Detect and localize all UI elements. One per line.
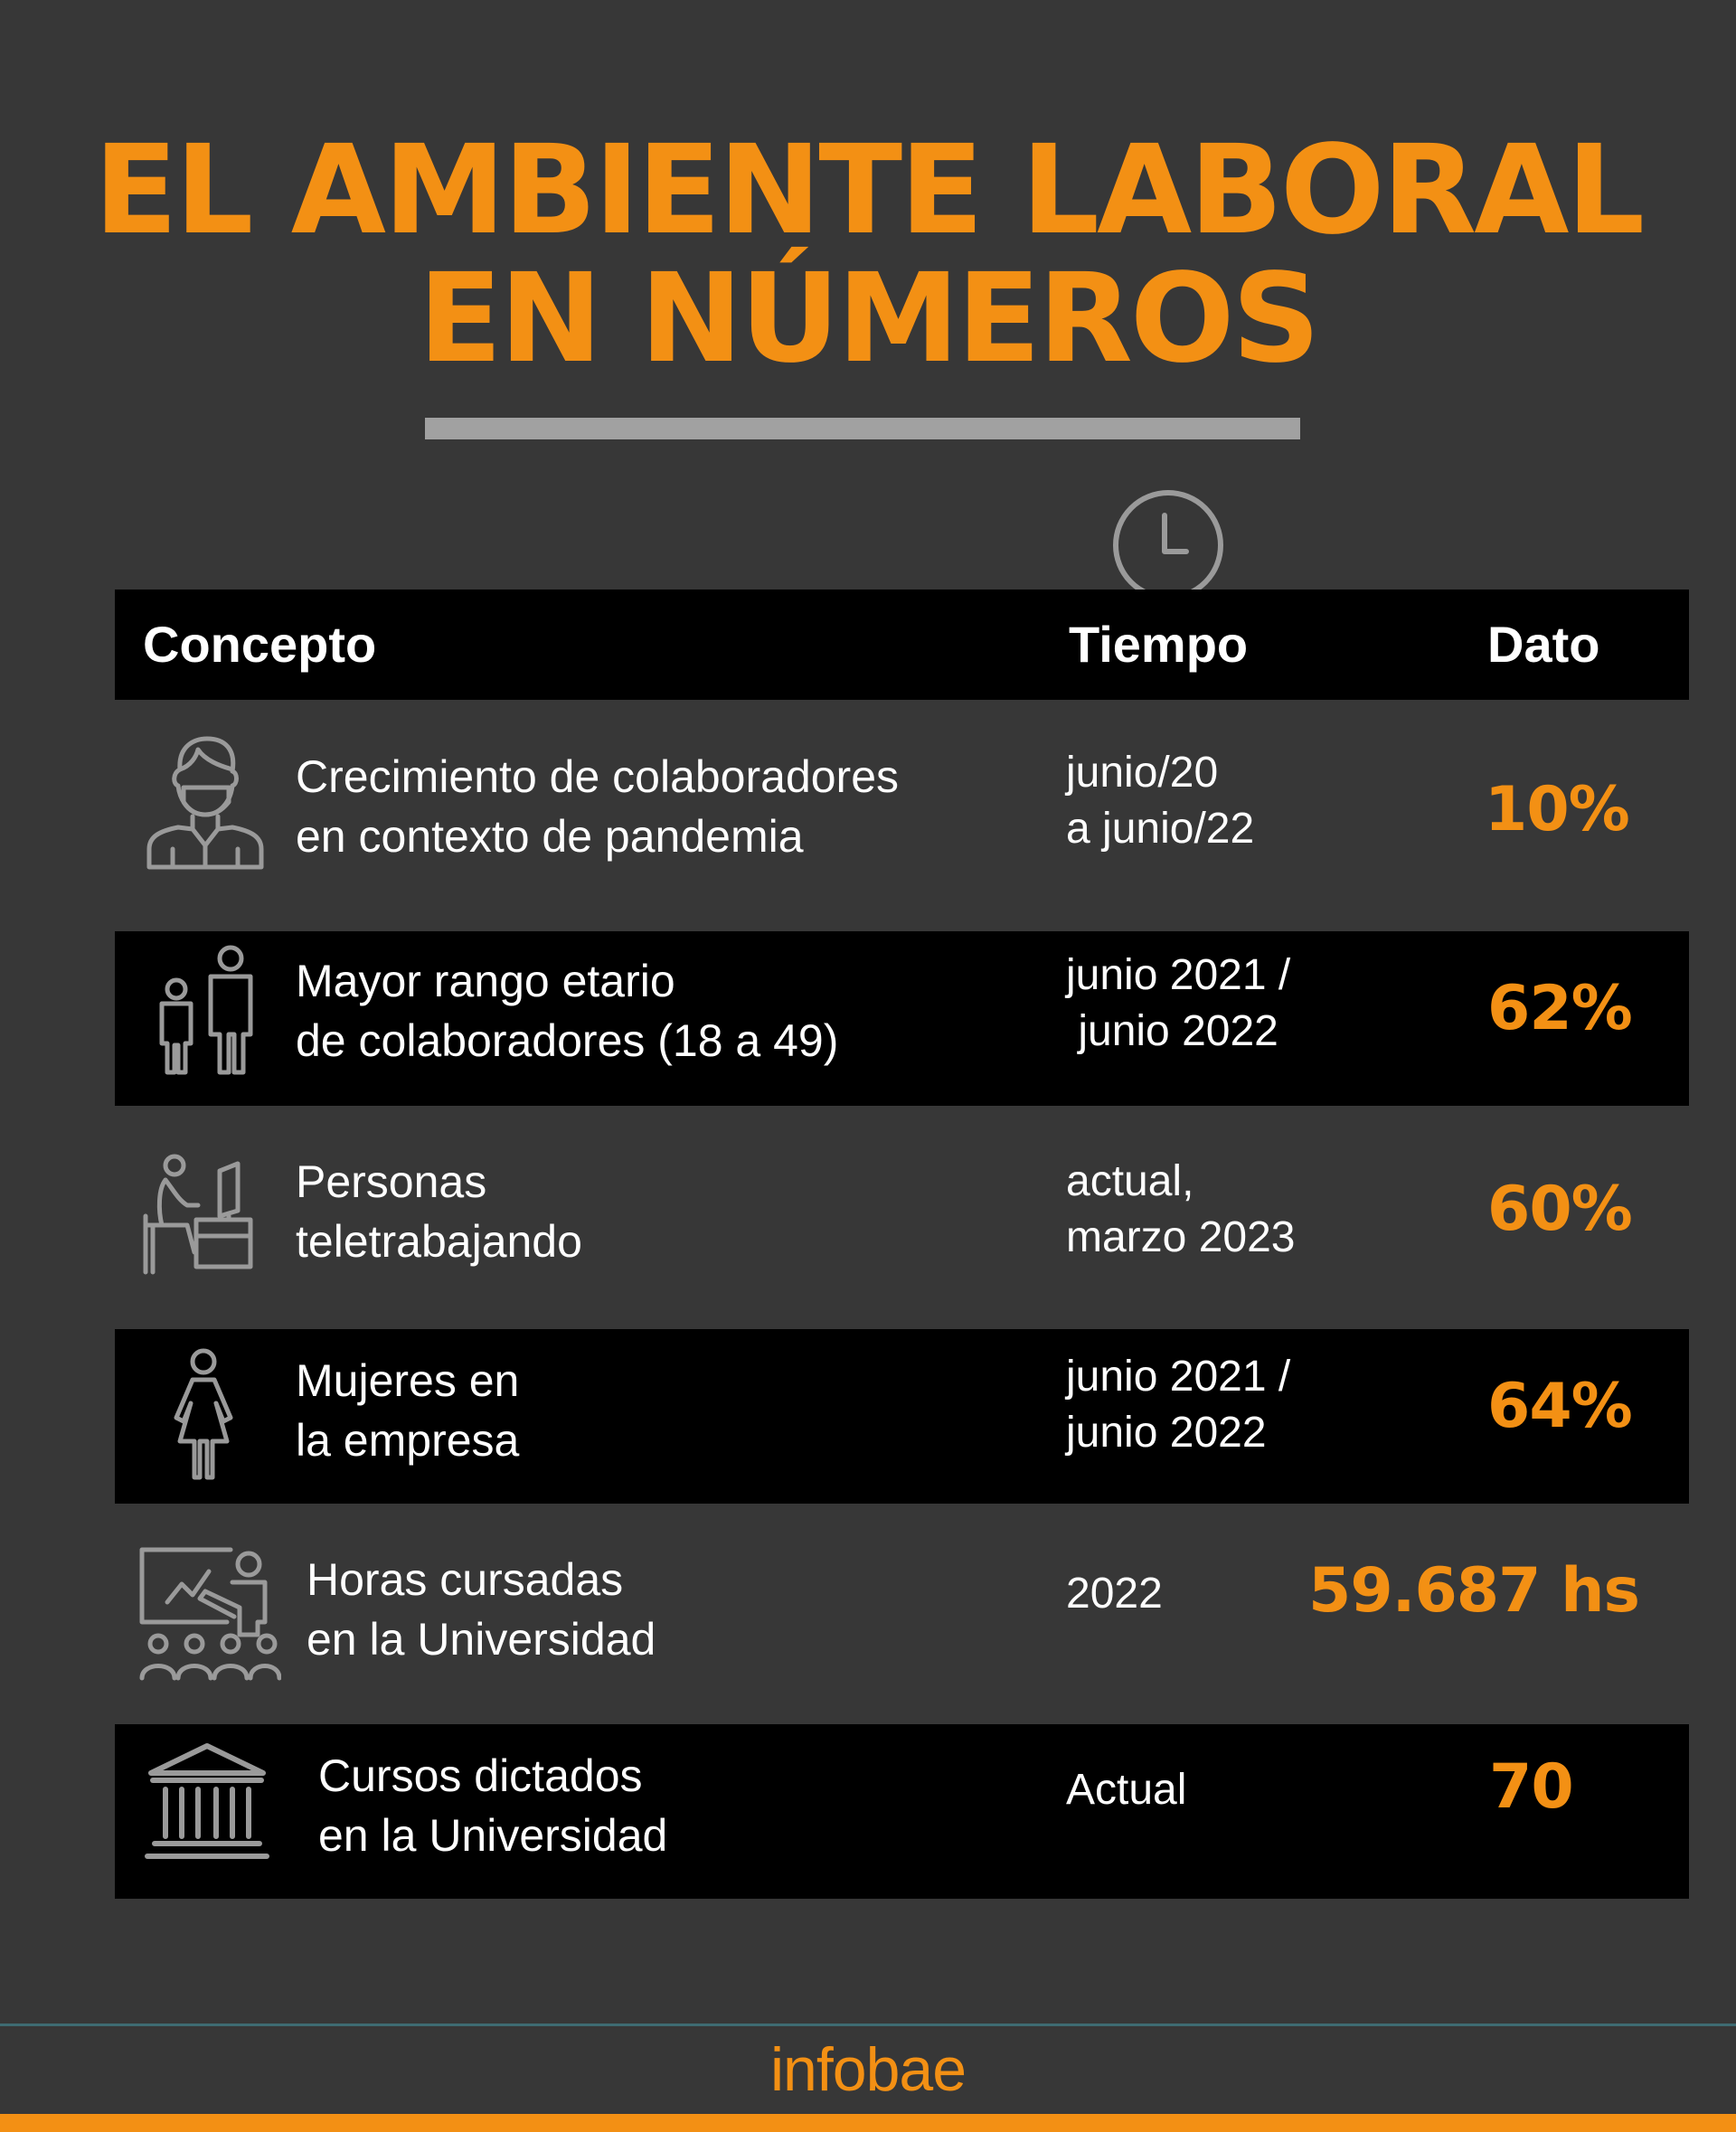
- footer-accent-bar: [0, 2114, 1736, 2132]
- row-tiempo: junio 2021 / junio 2022: [1066, 1353, 1291, 1457]
- row-dato: 10%: [1485, 774, 1629, 845]
- title-divider: [425, 418, 1300, 439]
- classroom-teacher-icon: [137, 1544, 281, 1682]
- row-concepto: Horas cursadas en la Universidad: [307, 1554, 656, 1665]
- row-dato: 64%: [1487, 1371, 1632, 1442]
- row-tiempo: junio 2021 / junio 2022: [1066, 951, 1291, 1055]
- row-tiempo: 2022: [1066, 1570, 1163, 1618]
- row-dato: 60%: [1487, 1174, 1632, 1245]
- table-header: [115, 590, 1689, 700]
- title-line-1: EL AMBIENTE LABORAL: [93, 119, 1643, 262]
- person-masked-icon: [142, 730, 269, 874]
- table-row: [115, 725, 1689, 900]
- row-concepto: Mujeres en la empresa: [296, 1355, 520, 1466]
- woman-icon: [167, 1347, 240, 1483]
- row-concepto: Crecimiento de colaboradores en contexto de pandemia: [296, 751, 900, 862]
- university-building-icon: [144, 1741, 270, 1867]
- table-row: [115, 1724, 1689, 1899]
- table-row: [115, 1329, 1689, 1504]
- header-dato: Dato: [1487, 616, 1600, 673]
- clock-icon: [1110, 486, 1226, 604]
- page-title: [0, 119, 1736, 391]
- table-row: [115, 1530, 1689, 1704]
- header-tiempo: Tiempo: [1069, 616, 1249, 673]
- row-concepto: Personas teletrabajando: [296, 1156, 582, 1267]
- row-dato: 62%: [1487, 973, 1632, 1044]
- child-adult-icon: [151, 944, 269, 1085]
- row-concepto: Mayor rango etario de colaboradores (18 a 49): [296, 956, 839, 1066]
- table-row: [115, 1130, 1689, 1305]
- row-concepto: Cursos dictados en la Universidad: [318, 1750, 668, 1861]
- row-tiempo: junio/20 a junio/22: [1066, 749, 1255, 853]
- header-concepto: Concepto: [143, 616, 377, 673]
- title-line-2: EN NÚMEROS: [418, 248, 1318, 391]
- infobae-logo: infobae: [769, 2035, 967, 2104]
- table-row: [115, 931, 1689, 1106]
- footer-divider: [0, 2024, 1736, 2026]
- row-tiempo: Actual: [1066, 1766, 1187, 1814]
- row-tiempo: actual, marzo 2023: [1066, 1157, 1296, 1261]
- row-dato: 59.687 hs: [1308, 1555, 1639, 1627]
- person-at-desk-icon: [142, 1153, 259, 1278]
- row-dato: 70: [1489, 1751, 1573, 1823]
